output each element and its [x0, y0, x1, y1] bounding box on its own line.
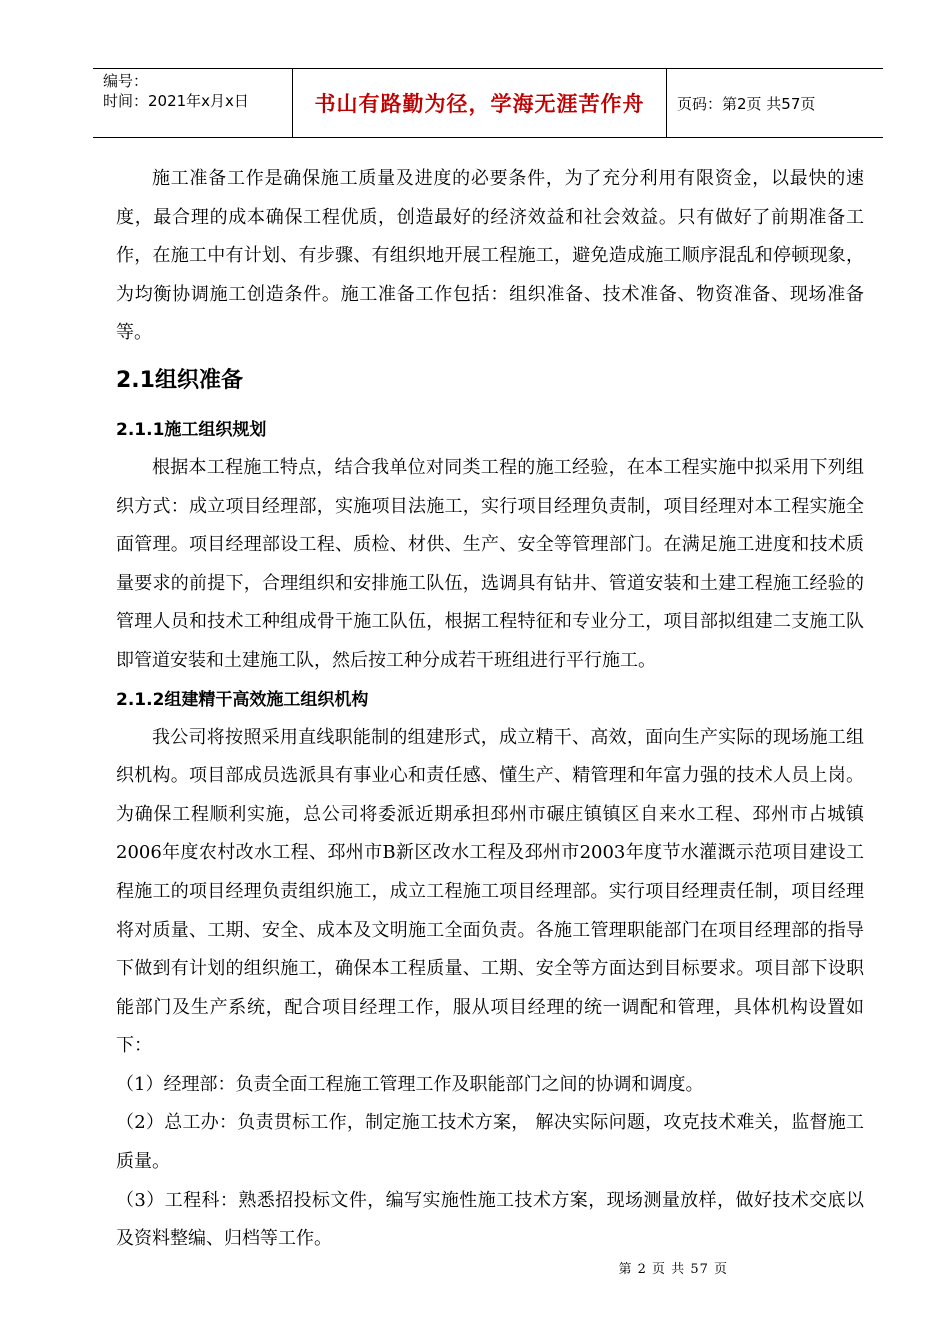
document-body — [116, 160, 864, 1259]
paragraph-2-1-2: 我公司将按照采用直线职能制的组建形式，成立精干、高效，面向生产实际的现场施工组织机构。项目部成员选派具有事业心和责任感、懂生产、精管理和年富力强的技术人员上岗。为确保工程顺利实施，总公司将委派近期承担邳州市碾庄镇镇区自来水工程、邳州市占城镇2006年度农村改水工程、邳州市B新区改水工程及邳州市2003年度节水灌溉示范项目建设工程施工的项目经理负责组织施工，成立工程施工项目经理部。实行项目经理责任制，项目经理将对质量、工期、安全、成本及文明施工全面负责。各施工管理职能部门在项目经理部的指导下做到有计划的组织施工，确保本工程质量、工期、安全等方面达到目标要求。项目部下设职能部门及生产系统，配合项目经理工作，服从项目经理的统一调配和管理，具体机构设置如下： — [116, 726, 864, 1057]
section-heading-2-1: 2.1组织准备 — [116, 367, 243, 393]
paragraph-2-1-1: 根据本工程施工特点，结合我单位对同类工程的施工经验，在本工程实施中拟采用下列组织方式：成立项目经理部，实施项目法施工，实行项目经理负责制，项目经理对本工程实施全面管理。项目经理部设工程、质检、材供、生产、安全等管理部门。在满足施工进度和技术质量要求的前提下，合理组织和安排施工队伍，选调具有钻井、管道安装和土建工程施工经验的管理人员和技术工种组成骨干施工队伍，根据工程特征和专业分工，项目部拟组建二支施工队即管道安装和土建施工队，然后按工种分成若干班组进行平行施工。 — [116, 456, 864, 671]
list-item-1: （1）经理部：负责全面工程施工管理工作及职能部门之间的协调和调度。 — [116, 1073, 704, 1095]
section-heading-2-1-1: 2.1.1施工组织规划 — [116, 419, 267, 440]
list-item-2: （2）总工办：负责贯标工作，制定施工技术方案， 解决实际问题，攻克技术难关，监督施工质量。 — [116, 1112, 864, 1173]
intro-paragraph: 施工准备工作是确保施工质量及进度的必要条件，为了充分利用有限资金，以最快的速度，最合理的成本确保工程优质，创造最好的经济效益和社会效益。只有做好了前期准备工作，在施工中有计划、有步骤、有组织地开展工程施工，避免造成施工顺序混乱和停顿现象，为均衡协调施工创造条件。施工准备工作包括：组织准备、技术准备、物资准备、现场准备等。 — [116, 168, 864, 344]
document-number-label: 编号： — [103, 72, 149, 90]
header-motto: 书山有路勤为径，学海无涯苦作舟 — [293, 69, 667, 137]
footer-page-number: 第 2 页 共 57 页 — [618, 1262, 728, 1277]
document-time-label: 时间：2021年x月x日 — [103, 92, 249, 110]
header-meta — [93, 69, 293, 137]
page-header — [93, 68, 883, 138]
page-footer — [0, 1258, 950, 1277]
header-page-label: 页码：第2页 共57页 — [677, 94, 816, 113]
section-heading-2-1-2: 2.1.2组建精干高效施工组织机构 — [116, 689, 369, 710]
list-item-3: （3）工程科：熟悉招投标文件，编写实施性施工技术方案，现场测量放样，做好技术交底以及资料整编、归档等工作。 — [116, 1189, 864, 1250]
